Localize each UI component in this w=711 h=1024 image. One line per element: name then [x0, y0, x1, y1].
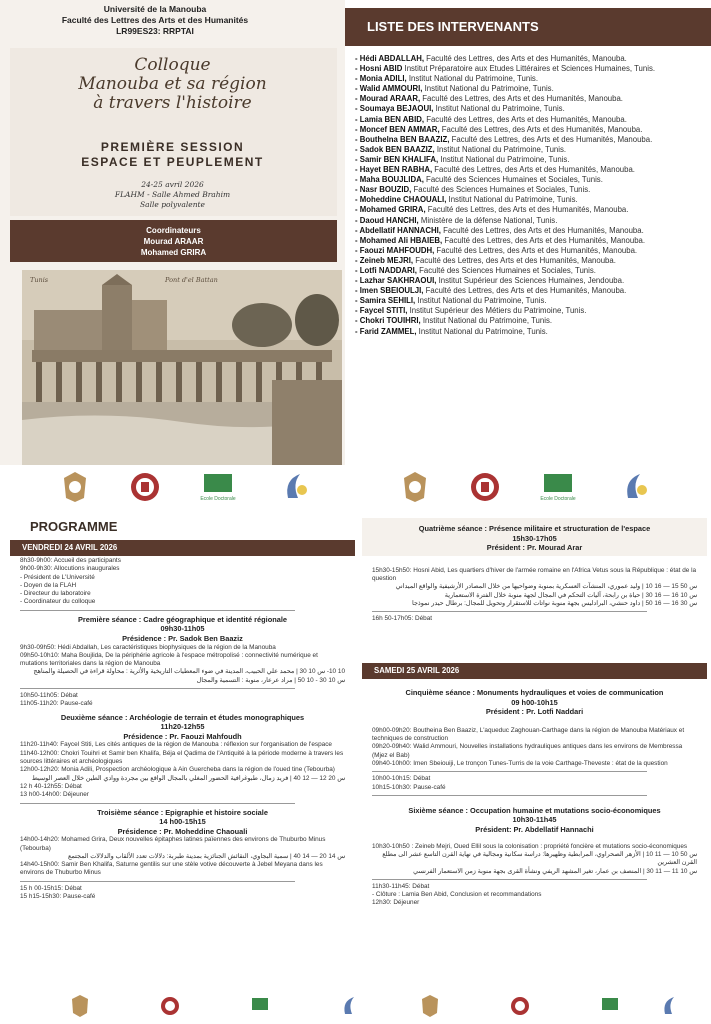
photo-caption-bridge: Pont d'el Battan — [165, 276, 218, 284]
session-time: 09 h00-10h15 — [511, 697, 558, 707]
speaker-entry — [355, 327, 705, 337]
talk-item-arabic: س 20 12 — 12 40 | فريد زمال، طبوغرافية الحضور المغلي بالمجال الواقع بين مجردة ووادي الطين خلال العصر الوسيط — [31, 774, 345, 782]
speaker-name: - Monia ADILI, — [355, 74, 407, 84]
speaker-institution: Ministère de la défense National, Tunis. — [418, 215, 558, 225]
speaker-institution: Faculté des Lettres, des Arts et des Humanités, Manouba. — [434, 245, 638, 255]
session1-end — [10, 692, 355, 709]
session-dates: 24-25 avril 2026 — [141, 180, 204, 189]
speaker-entry — [355, 296, 705, 306]
laboratory-logo-icon — [340, 994, 360, 1018]
session1-items — [10, 644, 355, 685]
bottom-logos-row — [40, 992, 680, 1022]
speaker-entry — [355, 175, 705, 185]
session5-end — [362, 775, 707, 792]
speaker-institution: Institut National du Patrimoine, Tunis. — [446, 195, 578, 205]
speaker-institution: Institut National du Patrimoine, Tunis. — [420, 316, 553, 326]
session6-heading — [362, 806, 707, 835]
coordinator-name: Mourad ARAAR — [143, 237, 204, 246]
logos-row — [40, 466, 680, 510]
speaker-name: - Sadok BEN BAAZIZ, — [355, 144, 435, 154]
divider — [20, 803, 295, 804]
speakers-list — [355, 54, 705, 337]
speaker-institution: Institut National du Patrimoine, Tunis. — [406, 74, 539, 84]
speaker-institution: Institut Supérieur des Sciences Humaines, Jendouba. — [436, 276, 625, 286]
day2-bar: SAMEDI 25 AVRIL 2026 — [362, 663, 707, 679]
colloque-title-line2: Manouba et sa région — [78, 74, 267, 94]
aqueduct-illustration — [22, 270, 342, 465]
coordinators-box — [10, 220, 337, 262]
session-title: Deuxième séance : Archéologie de terrain et études monographiques — [60, 712, 305, 722]
talk-item: 9h30-09h50: Hédi Abdallah, Les caractéristiques biophysiques de la région de la Manouba — [20, 643, 276, 651]
talk-item-arabic: س 10 30 - 10 50 | مراد عرعار، منوبة : التسمية والمجال — [196, 676, 345, 684]
session6-items — [362, 843, 707, 876]
talk-item: 09h40-10h00: Imen Sbeiouiji, Le tronçon Tunes-Turris de la voie Carthage-Theveste : état de la question — [372, 759, 668, 767]
speaker-name: - Walid AMMOURI, — [355, 84, 423, 94]
session-time: 10h30-11h45 — [512, 815, 557, 825]
speaker-institution: Faculté des Sciences Humaines et Sociales, Tunis. — [423, 175, 603, 185]
speaker-institution: Institut National du Patrimoine, Tunis. — [434, 144, 567, 154]
university-name: Université de la Manouba — [103, 4, 207, 14]
speaker-entry — [355, 236, 705, 246]
university-seal-icon — [420, 994, 440, 1018]
university-seal-icon — [70, 994, 90, 1018]
speaker-entry — [355, 256, 705, 266]
doctoral-school-icon — [540, 470, 576, 504]
speaker-name: - Mohamed Ali HBAIEB, — [355, 235, 443, 245]
divider — [372, 611, 647, 612]
talk-item-arabic: س 10 16 — 16 30 | حياة بن رابحة، آليات التحكم في المجال لجهة منوبة خلال الفترة الاستعمارية — [444, 591, 697, 599]
faculty-emblem-icon — [510, 994, 530, 1018]
divider — [20, 688, 295, 689]
session-title: Troisième séance : Epigraphie et histoire sociale — [97, 807, 268, 817]
speaker-name: - Lazhar SAKHRAOUI, — [355, 276, 437, 286]
session-venue1: FLAHM - Salle Ahmed Brahim — [114, 190, 231, 199]
talk-item: 09h50-10h10: Maha Boujlida, De la périphérie agricole à l'espace métropolisé : connectivité numérique et mutations territoriales dans la région de Manouba — [20, 651, 318, 668]
speaker-name: - Nasr BOUZID, — [355, 185, 412, 195]
faculty-emblem-icon — [160, 994, 180, 1018]
speaker-institution: Faculté des Lettres, des Arts et des Humanités, Manouba. — [440, 225, 644, 235]
opening-line: - Doyen de la FLAH — [20, 581, 77, 589]
colloque-title-line3: à travers l'histoire — [93, 93, 252, 113]
talk-item-arabic: س 10 11 — 11 30 | المنصف بن عمار، تغير المشهد الريفي ونشأة القرى بجهة منوبة زمن الاستعمار الفرنسي — [413, 867, 697, 875]
break-item: 12h30: Déjeuner — [372, 899, 420, 907]
speaker-name: - Zeineb MEJRI, — [355, 255, 414, 265]
break-item: 15 h15-15h30: Pause-café — [20, 893, 96, 901]
session-title: Cinquième séance : Monuments hydrauliques et voies de communication — [405, 688, 664, 697]
session-chair: Président: Pr. Abdellatif Hannachi — [475, 825, 594, 835]
speaker-institution: Faculté des Sciences Humaines et Sociales, Tunis. — [416, 265, 596, 275]
break-item: 11h30-11h45: Débat — [372, 882, 430, 890]
break-item: 15 h 00-15h15: Débat — [20, 884, 82, 892]
session-time: 09h30-11h05 — [160, 624, 205, 634]
lab-code: LR99ES23: RRPTAI — [116, 26, 194, 36]
talk-item-arabic: س 50 10 — 11 10 | الأزهر الصحراوي، المرابطية وظهيرها: دراسة سكانية ومجالية في نهاية القرن التاسع عشر الى مطلع القرن العشرين — [382, 850, 697, 867]
closing-item: - Clôture : Lamia Ben Abid, Conclusion et recommandations — [372, 891, 542, 899]
university-header — [20, 4, 290, 37]
session3-items — [10, 836, 355, 877]
speaker-entry — [355, 165, 705, 175]
session6-end — [362, 883, 707, 908]
session-theme: ESPACE ET PEUPLEMENT — [81, 155, 264, 169]
university-seal-icon — [400, 470, 430, 504]
doctoral-school-icon — [600, 994, 620, 1018]
opening-block — [10, 557, 355, 607]
doctoral-school-icon — [200, 470, 236, 504]
speaker-name: - Chokri TOUIHRI, — [355, 316, 421, 326]
session-title: Sixième séance : Occupation humaine et mutations socio-économiques — [408, 805, 661, 815]
talk-item-arabic: س 14 20 — 14 40 | سمية البجاوي، النقائش الجنائزية بمدينة طبربة: دلالات تعدد الألقاب والدلالات المجتمع — [67, 852, 345, 860]
speaker-name: - Lamia BEN ABID, — [355, 114, 425, 124]
speaker-name: - Daoud HANCHI, — [355, 215, 419, 225]
talk-item-arabic: س 50 15 — 16 10 | وليد عموري، المنشآت العسكرية بمنوبة وضواحيها من خلال المصادر الأرشيفية والواقع الميداني — [395, 583, 697, 591]
programme-right-column — [362, 520, 707, 624]
talk-item: 11h40-12h00: Chokri Touihri et Samir ben Khalifa, Béja el Qadima de l'Antiquité à la période moderne à travers les sources littéraires et archéologiques — [20, 749, 344, 766]
session-info — [0, 180, 345, 210]
doctoral-school-label: Ecole Doctorale — [540, 496, 576, 502]
speaker-entry — [355, 286, 705, 296]
speaker-institution: Faculté des Lettres, des Arts et des Humanités, Manouba. — [425, 205, 629, 215]
opening-line: 8h30-9h00: Accueil des participants — [20, 557, 121, 564]
speaker-entry — [355, 74, 705, 84]
break-item: 11h05-11h20: Pause-café — [20, 700, 93, 708]
speaker-entry — [355, 94, 705, 104]
speaker-name: - Moncef BEN AMMAR, — [355, 124, 440, 134]
divider — [20, 610, 295, 611]
speaker-entry — [355, 135, 705, 145]
speaker-entry — [355, 216, 705, 226]
laboratory-logo-icon — [660, 994, 680, 1018]
laboratory-logo-icon — [280, 470, 310, 504]
talk-item-arabic: 10 10- س 10 30 | محمد علي الحبيب، المدينة في ضوء المعطيات التاريخية والأثرية : محاولة قراءة في الحصيلة والمناهج — [33, 668, 345, 676]
opening-line: - Président de L'Université — [20, 573, 95, 581]
opening-line: - Coordinateur du colloque — [20, 598, 96, 606]
break-item: 10h50-11h05: Débat — [20, 692, 78, 700]
speaker-institution: Faculté des Sciences Humaines et Sociales, Tunis. — [411, 185, 591, 195]
university-seal-icon — [60, 470, 90, 504]
speaker-entry — [355, 246, 705, 256]
speaker-institution: Faculté des Lettres, des Arts et des Humanités, Manouba. — [442, 235, 646, 245]
speaker-name: - Farid ZAMMEL, — [355, 326, 417, 336]
talk-item: 14h40-15h00: Samir Ben Khalifa, Saturne gentilis sur une stèle votive découverte à Jebel Meyana dans les environs de Thuburbo Minus — [20, 861, 323, 877]
speaker-name: - Moheddine CHAOUALI, — [355, 195, 447, 205]
speaker-entry — [355, 205, 705, 215]
speaker-entry — [355, 64, 705, 74]
break-item: 12 h 40-12h55: Débat — [20, 782, 82, 790]
speaker-institution: Faculté des Lettres, des Arts et des Humanités, Manouba. — [439, 124, 643, 134]
speaker-entry — [355, 84, 705, 94]
speaker-institution: Faculté des Lettres, des Arts et des Humanités, Manouba. — [413, 255, 616, 265]
session-number: PREMIÈRE SESSION — [100, 140, 245, 154]
speaker-name: - Mourad ARAAR, — [355, 94, 421, 104]
session-title: Première séance : Cadre géographique et identité régionale — [77, 614, 288, 624]
speaker-institution: Faculté des Lettres, des Arts et des Humanités, Manouba. — [432, 165, 635, 175]
divider — [372, 795, 647, 796]
speaker-entry — [355, 266, 705, 276]
speaker-institution: Institut National du Patrimoine, Tunis. — [415, 296, 547, 306]
talk-item: 11h20-11h40: Faycel Stiti, Les cités antiques de la région de Manouba : réflexion sur l'organisation de l'espace — [20, 741, 332, 749]
speaker-entry — [355, 306, 705, 316]
speaker-name: - Maha BOUJLIDA, — [355, 175, 424, 185]
speaker-entry — [355, 195, 705, 205]
colloque-title — [0, 56, 345, 113]
break-item: 10h00-10h15: Débat — [372, 775, 431, 783]
divider — [372, 771, 647, 772]
speaker-institution: Faculté des Lettres, des Arts et des Humanités, Manouba. — [424, 114, 627, 124]
day1-bar: VENDREDI 24 AVRIL 2026 — [10, 540, 355, 556]
break-item: 10h15-10h30: Pause-café — [372, 783, 446, 791]
speaker-name: - Faouzi MAHFOUDH, — [355, 245, 435, 255]
speaker-institution: Institut National du Patrimoine, Tunis. — [433, 104, 565, 114]
session-venue2: Salle polyvalente — [139, 200, 205, 209]
session-chair: Présidence : Pr. Sadok Ben Baaziz — [122, 633, 243, 643]
speaker-name: - Hédi ABDALLAH, — [355, 54, 425, 63]
session-title — [0, 140, 345, 170]
talk-item: 10h30-10h50 : Zeineb Mejri, Oued Ellil sous la colonisation : propriété foncière et mutations socio-économiques — [372, 842, 688, 850]
talk-item: 09h20-09h40: Walid Ammouri, Nouvelles installations hydrauliques antiques dans les environs de Membressa (Mjez el Bab) — [372, 743, 683, 759]
speaker-entry — [355, 276, 705, 286]
photo-caption-city: Tunis — [30, 276, 49, 284]
doctoral-school-icon — [250, 994, 270, 1018]
speaker-name: - Faycel STITI, — [355, 306, 408, 316]
speaker-name: - Hayet BEN RABHA, — [355, 165, 433, 175]
session3-heading — [10, 808, 355, 837]
session-time: 14 h00-15h15 — [159, 817, 206, 827]
session2-heading — [10, 713, 355, 742]
speaker-entry — [355, 155, 705, 165]
speaker-entry — [355, 316, 705, 326]
programme-title: PROGRAMME — [30, 519, 118, 534]
session-time: 11h20-12h55 — [160, 722, 205, 732]
programme-right-column-day2 — [362, 684, 707, 908]
talk-item: 12h00-12h20: Monia Adili, Prospection archéologique à Ain Guercheba dans la région de l'oued tine (Tebourba) — [20, 766, 335, 774]
speaker-entry — [355, 125, 705, 135]
session4-heading — [362, 524, 707, 553]
talk-item: 15h30-15h50: Hosni Abid, Les quartiers d'hiver de l'armée romaine en l'Africa Vetus sous la République : état de la question — [372, 566, 697, 583]
session4-items — [362, 567, 707, 608]
speaker-institution: Institut National du Patrimoine, Tunis. — [422, 84, 554, 94]
aqueduct-photo — [22, 270, 342, 465]
programme-left-column — [10, 557, 355, 901]
coordinator-name: Mohamed GRIRA — [140, 248, 207, 257]
speaker-entry — [355, 104, 705, 114]
speaker-name: - Soumaya BEJAOUI, — [355, 104, 434, 114]
session-chair: Président : Pr. Mourad Arar — [486, 543, 583, 553]
speaker-name: - Imen SBEIOULJI, — [355, 286, 424, 296]
colloque-title-line1: Colloque — [134, 55, 211, 75]
speaker-institution: Institut Préparatoire aux Etudes Littéraires et Sciences Humaines, Tunis. — [402, 64, 656, 74]
speaker-entry — [355, 226, 705, 236]
speaker-name: - Mohamed GRIRA, — [355, 205, 426, 215]
divider — [20, 881, 295, 882]
speaker-institution: Faculté des Lettres, des Arts et des Humanités, Manouba. — [420, 94, 623, 104]
session-title: Quatrième séance : Présence militaire et structuration de l'espace — [418, 524, 651, 533]
divider — [372, 879, 647, 880]
speaker-name: - Lotfi NADDARI, — [355, 265, 417, 275]
doctoral-school-label: Ecole Doctorale — [200, 496, 236, 502]
speaker-entry — [355, 115, 705, 125]
speaker-name: - Abdellatif HANNACHI, — [355, 225, 441, 235]
faculty-emblem-icon — [470, 470, 500, 504]
session-chair: Président : Pr. Lotfi Naddari — [485, 707, 584, 717]
speaker-entry — [355, 54, 705, 64]
break-item: 16h 50-17h05: Débat — [372, 615, 433, 623]
session5-heading — [362, 688, 707, 717]
speaker-name: - Bouthelna BEN BAAZIZ, — [355, 134, 450, 144]
speakers-list-heading: LISTE DES INTERVENANTS — [345, 8, 711, 46]
speaker-institution: Faculté des Lettres, des Arts et des Humanités, Manouba. — [423, 286, 627, 296]
talk-item: 09h00-09h20: Boutheina Ben Baaziz, L'aqueduc Zaghouan-Carthage dans la région de Manouba Matériaux et techniques de construction — [372, 726, 685, 743]
talk-item-arabic: س 30 16 — 16 50 | داود حنشي، البرادليس بجهة منوبة نواتات للاستقرار وتحويل للمجال: برطال حيدر نموذجا — [412, 599, 697, 607]
speaker-institution: Institut National du Patrimoine, Tunis. — [438, 154, 570, 164]
break-item: 13 h00-14h00: Déjeuner — [20, 791, 89, 799]
speaker-institution: Institut National du Patrimoine, Tunis. — [416, 326, 548, 336]
opening-line: 9h00-9h30: Allocutions inaugurales — [20, 565, 120, 573]
session-chair: Présidence : Pr. Faouzi Mahfoudh — [123, 731, 242, 741]
speaker-name: - Hosni ABID — [355, 64, 403, 74]
speaker-name: - Samir BEN KHALIFA, — [355, 154, 439, 164]
session-chair: Présidence : Pr. Moheddine Chaouali — [117, 826, 248, 836]
session4-end — [362, 615, 707, 623]
session-time: 15h30-17h05 — [512, 533, 557, 543]
faculty-name: Faculté des Lettres des Arts et des Humanités — [61, 15, 249, 25]
session5-items — [362, 727, 707, 768]
opening-line: - Directeur du laboratoire — [20, 590, 91, 598]
speaker-institution: Faculté des Lettres, des Arts et des Humanités, Manouba. — [449, 134, 653, 144]
faculty-emblem-icon — [130, 470, 160, 504]
laboratory-logo-icon — [620, 470, 650, 504]
session3-end — [10, 885, 355, 902]
coordinators-label: Coordinateurs — [146, 226, 201, 235]
speaker-name: - Samira SEHILI, — [355, 296, 416, 306]
speaker-entry — [355, 145, 705, 155]
speaker-institution: Institut Supérieur des Métiers du Patrimoine, Tunis. — [407, 306, 587, 316]
talk-item: 14h00-14h20: Mohamed Grira, Deux nouvelles épitaphes latines païennes des environs de Thuburbo Minus (Tebourba) — [20, 836, 326, 852]
speaker-entry — [355, 185, 705, 195]
speaker-institution: Faculté des Lettres, des Arts et des Humanités, Manouba. — [424, 54, 627, 63]
session2-items — [10, 741, 355, 799]
session1-heading — [10, 615, 355, 644]
